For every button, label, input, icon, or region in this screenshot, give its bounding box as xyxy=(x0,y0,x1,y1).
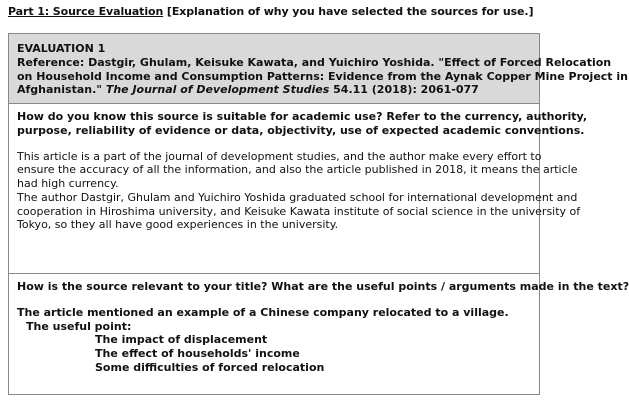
journal-title: The Journal of Development Studies xyxy=(105,83,330,97)
evaluation-title: EVALUATION 1 xyxy=(17,42,106,55)
reference-line-3 xyxy=(17,83,531,97)
reference-line-3-end: 54.11 (2018): 2061-077 xyxy=(329,83,479,97)
suitability-answer-line: had high currency. xyxy=(17,177,119,190)
useful-point-item: Some difficulties of forced relocation xyxy=(95,360,325,374)
page-heading xyxy=(8,5,548,19)
relevance-cell xyxy=(9,274,629,394)
reference-line-3-start: Afghanistan." xyxy=(17,83,106,97)
relevance-question: How is the source relevant to your title? What are the useful points / arguments made in the text? xyxy=(17,280,629,293)
relevance-intro: The article mentioned an example of a Chinese company relocated to a village. xyxy=(17,305,509,319)
useful-point-item: The impact of displacement xyxy=(95,333,268,347)
evaluation-table xyxy=(8,33,629,395)
suitability-answer-line: Tokyo, so they all have good experiences in the university. xyxy=(17,218,339,232)
suitability-answer-line: The author Dastgir, Ghulam and Yuichiro Yoshida graduated school for international development and xyxy=(17,190,578,204)
reference-line-2: on Household Income and Consumption Patterns: Evidence from the Aynak Copper Mine Project in xyxy=(17,69,628,83)
part-explanation: [Explanation of why you have selected the sources for use.] xyxy=(163,5,534,18)
reference-cell xyxy=(9,34,628,104)
suitability-cell xyxy=(9,104,587,274)
reference-line-1: Reference: Dastgir, Ghulam, Keisuke Kawata, and Yuichiro Yoshida. "Effect of Forced Relocation xyxy=(17,55,612,69)
suitability-answer-line: ensure the accuracy of all the information, and also the article published in 2018, it means the article xyxy=(17,163,578,177)
suitability-answer-line: This article is a part of the journal of development studies, and the author make every effort to xyxy=(17,149,542,163)
useful-point-item: The effect of households' income xyxy=(95,347,300,360)
suitability-answer-line: cooperation in Hiroshima university, and Keisuke Kawata institute of social science in the university of xyxy=(17,204,581,218)
part-title: Part 1: Source Evaluation xyxy=(8,5,164,18)
useful-point-label: The useful point: xyxy=(26,319,132,333)
suitability-question-line-2: purpose, reliability of evidence or data, objectivity, use of expected academic conventions. xyxy=(17,123,585,137)
suitability-question-line-1: How do you know this source is suitable for academic use? Refer to the currency, authority, xyxy=(17,110,587,123)
